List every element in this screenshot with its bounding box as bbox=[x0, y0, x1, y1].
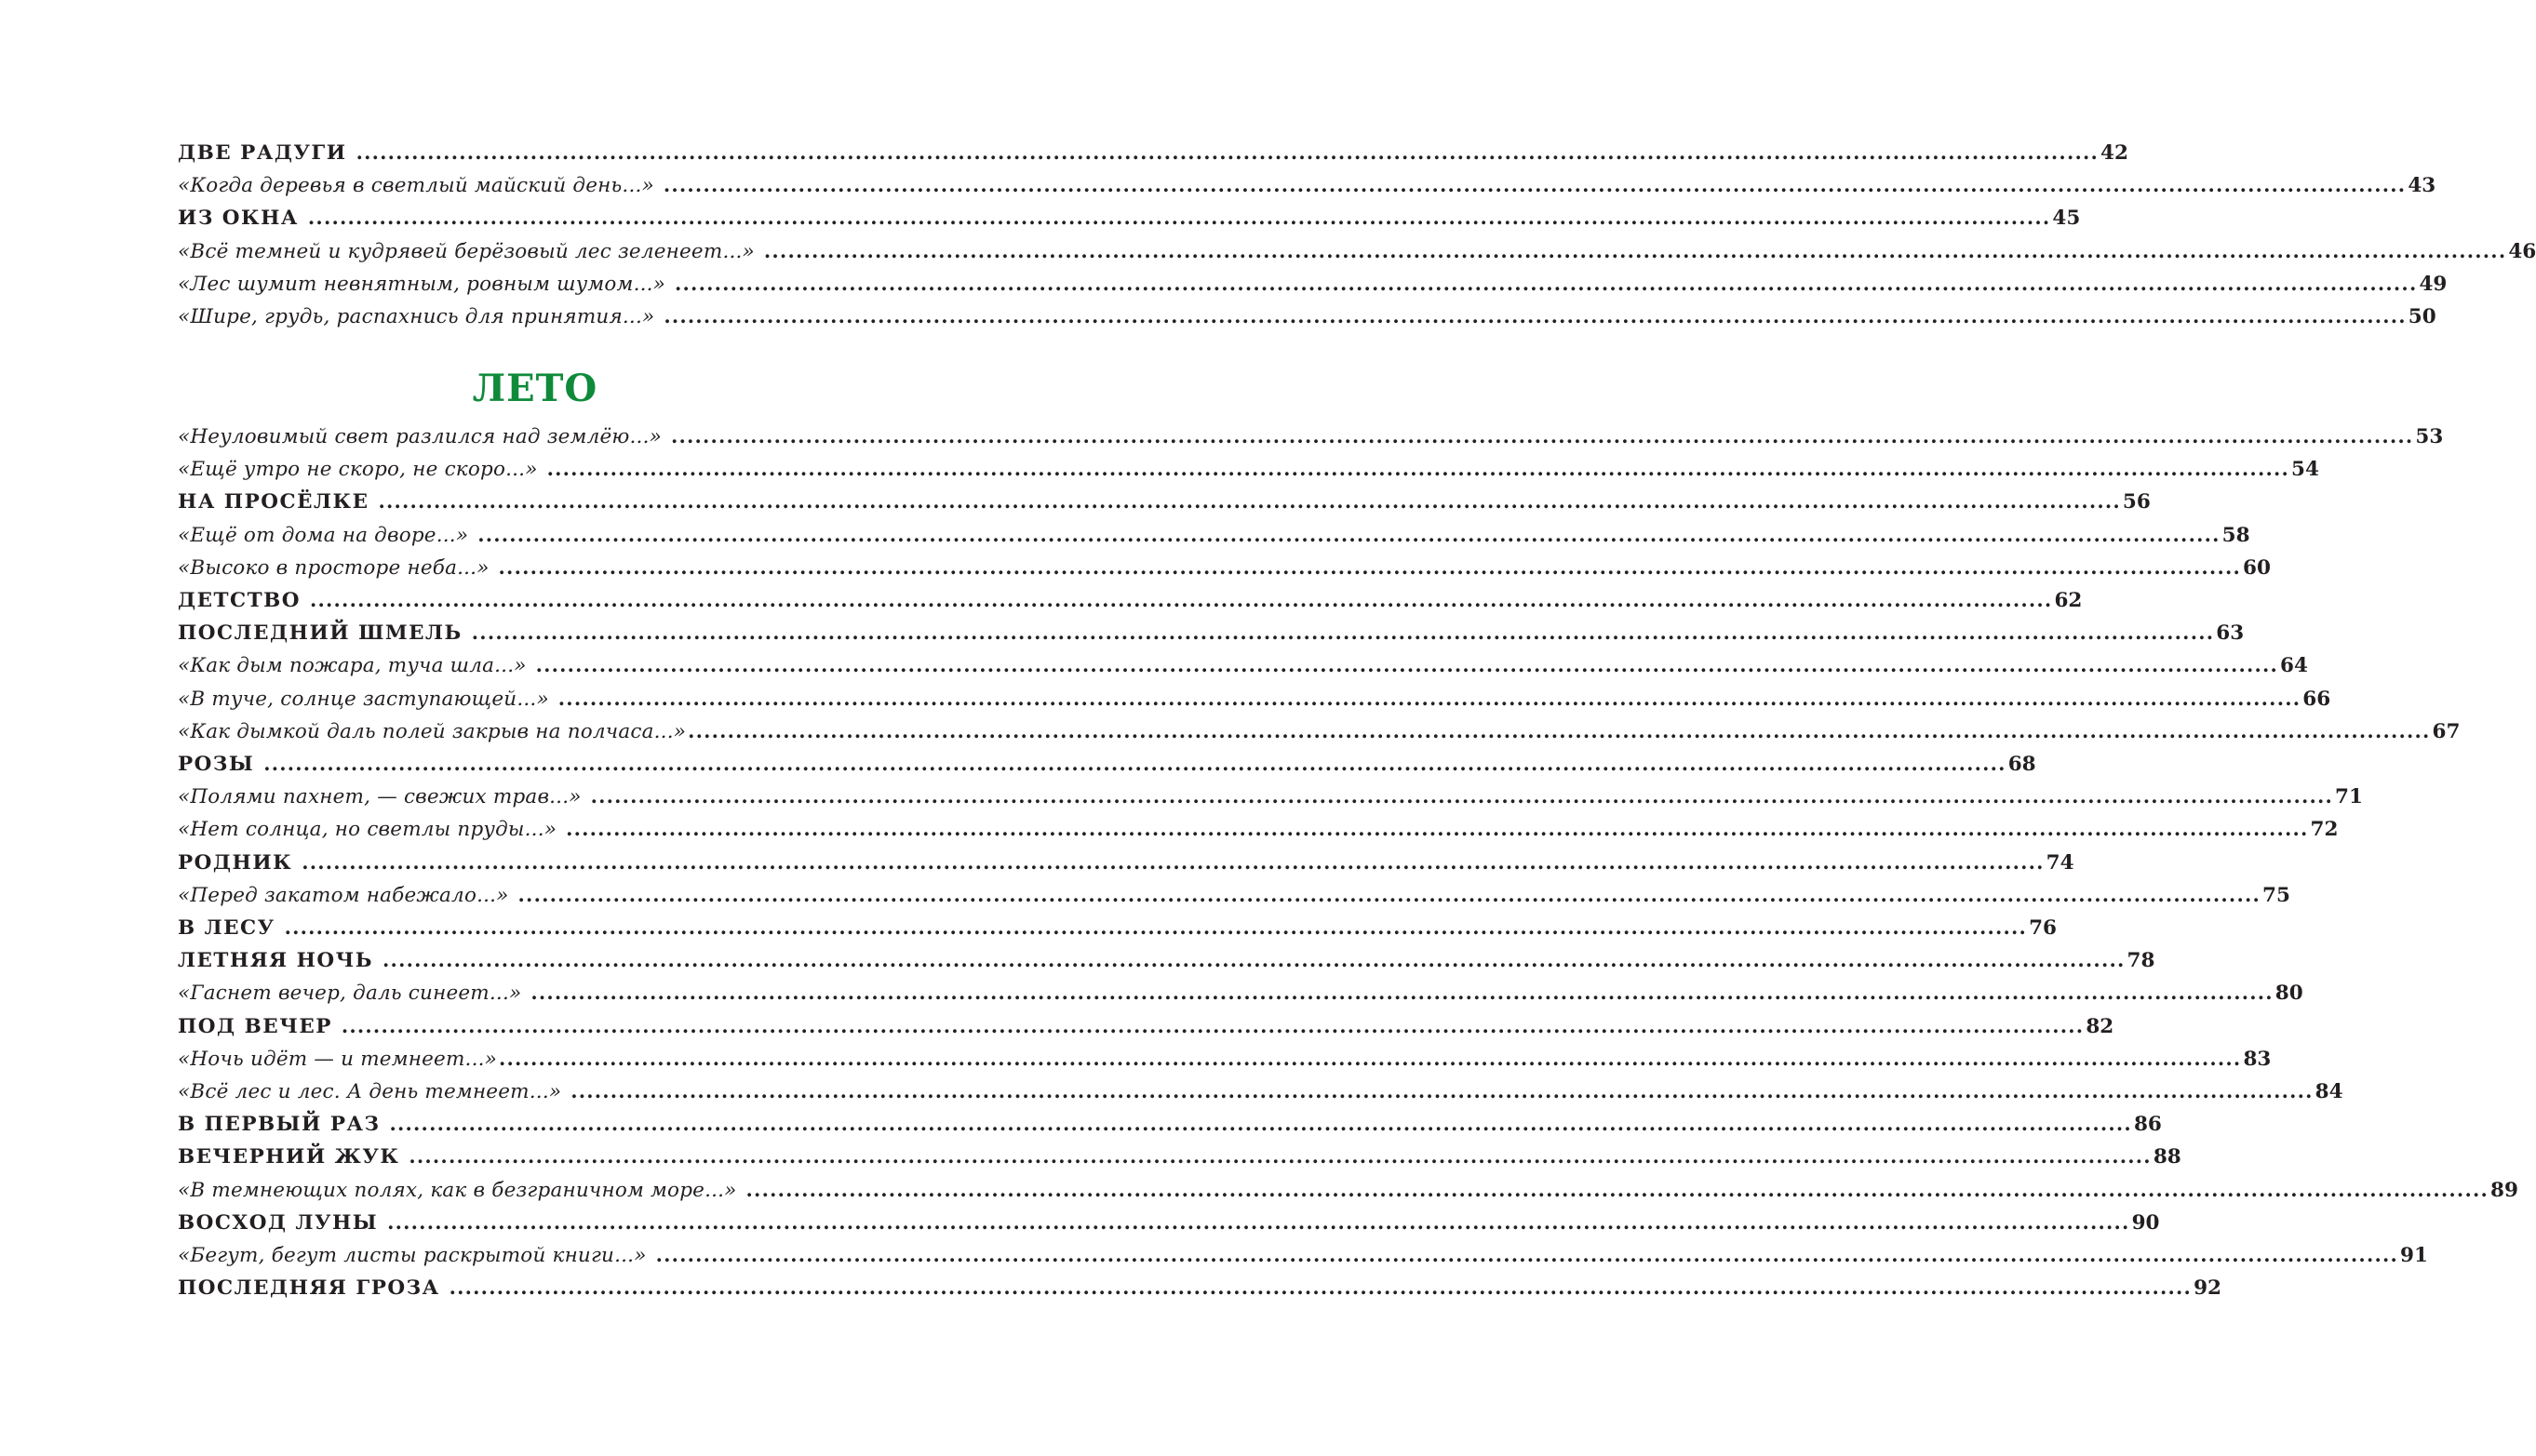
toc-entry[interactable] bbox=[178, 1013, 2114, 1047]
toc-entry[interactable] bbox=[178, 1079, 2343, 1112]
dot-leader: ............................................................................................................................................................................................................................ bbox=[688, 718, 2431, 742]
toc-entry-page: 42 bbox=[2100, 141, 2128, 165]
toc-entry[interactable] bbox=[178, 653, 2308, 686]
toc-entry-page: 83 bbox=[2243, 1047, 2272, 1071]
toc-entry-title: «Полями пахнет, — свежих трав...» bbox=[178, 785, 582, 809]
toc-entry-title: В ЛЕСУ bbox=[178, 916, 275, 940]
toc-entry-page: 88 bbox=[2153, 1145, 2181, 1169]
toc-entry-title: ВЕЧЕРНИЙ ЖУК bbox=[178, 1145, 400, 1169]
dot-leader: ............................................................................................................................................................................................................................ bbox=[763, 238, 2507, 262]
toc-entry-page: 56 bbox=[2122, 490, 2151, 514]
toc-entry-title: ЛЕТНЯЯ НОЧЬ bbox=[178, 949, 374, 973]
toc-entry-page: 68 bbox=[2007, 753, 2036, 776]
toc-entry[interactable] bbox=[178, 522, 2250, 555]
toc-entry-title: «Ещё утро не скоро, не скоро...» bbox=[178, 458, 538, 482]
dot-leader: ............................................................................................................................................................................................................................ bbox=[570, 1079, 2314, 1102]
dot-leader: ............................................................................................................................................................................................................................ bbox=[566, 817, 2309, 841]
dot-leader: ............................................................................................................................................................................................................................ bbox=[535, 653, 2279, 677]
toc-entry-title: ПОСЛЕДНИЙ ШМЕЛЬ bbox=[178, 621, 463, 646]
dot-leader: ............................................................................................................................................................................................................................ bbox=[590, 784, 2334, 808]
toc-entry-page: 43 bbox=[2408, 174, 2436, 198]
toc-entry-page: 71 bbox=[2335, 785, 2363, 809]
dot-leader: ............................................................................................................................................................................................................................ bbox=[302, 849, 2045, 874]
toc-entry[interactable] bbox=[178, 752, 2036, 784]
toc-entry[interactable] bbox=[178, 621, 2245, 653]
toc-entry-title: ДВЕ РАДУГИ bbox=[178, 141, 347, 165]
toc-entry-title: «Неуловимый свет разлился над землёю...» bbox=[178, 425, 662, 448]
dot-leader: ............................................................................................................................................................................................................................ bbox=[356, 140, 2099, 164]
toc-entry-page: 49 bbox=[2419, 272, 2448, 296]
dot-leader: ............................................................................................................................................................................................................................ bbox=[530, 981, 2274, 1005]
dot-leader: ............................................................................................................................................................................................................................ bbox=[310, 588, 2053, 611]
toc-entry[interactable] bbox=[178, 489, 2151, 522]
dot-leader: ............................................................................................................................................................................................................................ bbox=[284, 915, 2028, 939]
toc-entry[interactable] bbox=[178, 238, 2536, 272]
toc-entry-page: 80 bbox=[2274, 982, 2303, 1006]
toc-entry-title: «Лес шумит невнятным, ровным шумом...» bbox=[178, 272, 666, 296]
toc-entry-page: 64 bbox=[2280, 654, 2308, 678]
dot-leader: ............................................................................................................................................................................................................................ bbox=[449, 1276, 2193, 1300]
toc-entry[interactable] bbox=[178, 140, 2128, 173]
dot-leader: ............................................................................................................................................................................................................................ bbox=[664, 304, 2407, 327]
dot-leader: ............................................................................................................................................................................................................................ bbox=[557, 686, 2301, 710]
dot-leader: ............................................................................................................................................................................................................................ bbox=[675, 271, 2418, 295]
toc-entry-page: 46 bbox=[2508, 239, 2536, 263]
toc-entry[interactable] bbox=[178, 686, 2331, 719]
toc-entry-title: «Ночь идёт — и темнеет...» bbox=[178, 1047, 497, 1071]
toc-entry-page: 67 bbox=[2432, 719, 2461, 743]
toc-entry-title: В ПЕРВЫЙ РАЗ bbox=[178, 1113, 381, 1137]
toc-entry-title: «Как дым пожара, туча шла...» bbox=[178, 654, 527, 678]
toc-entry-page: 62 bbox=[2054, 589, 2083, 612]
toc-entry-page: 50 bbox=[2408, 305, 2436, 328]
toc-entry-title: «Нет солнца, но светлы пруды...» bbox=[178, 818, 557, 842]
toc-entry-title: «Высоко в просторе неба...» bbox=[178, 555, 490, 580]
toc-entry[interactable] bbox=[178, 424, 2444, 457]
toc-entry-page: 60 bbox=[2242, 555, 2271, 580]
dot-leader: ............................................................................................................................................................................................................................ bbox=[378, 489, 2121, 514]
toc-entry-title: ПОД ВЕЧЕР bbox=[178, 1014, 332, 1038]
toc-entry[interactable] bbox=[178, 1112, 2162, 1144]
dot-leader: ............................................................................................................................................................................................................................ bbox=[663, 173, 2407, 197]
dot-leader: ............................................................................................................................................................................................................................ bbox=[655, 1243, 2398, 1266]
toc-entry[interactable] bbox=[178, 1177, 2518, 1210]
toc-entry-page: 45 bbox=[2052, 207, 2081, 231]
toc-entry[interactable] bbox=[178, 849, 2074, 883]
toc-entry-title: «Гаснет вечер, даль синеет...» bbox=[178, 982, 522, 1006]
toc-entry-title: «Всё темней и кудрявей берёзовый лес зеленеет...» bbox=[178, 239, 755, 263]
toc-entry-page: 53 bbox=[2415, 425, 2444, 448]
toc-entry[interactable] bbox=[178, 948, 2155, 981]
dot-leader: ............................................................................................................................................................................................................................ bbox=[263, 752, 2006, 775]
toc-entry-title: РОЗЫ bbox=[178, 753, 255, 776]
toc-entry-page: 63 bbox=[2216, 621, 2245, 646]
toc-entry-title: НА ПРОСЁЛКЕ bbox=[178, 490, 369, 514]
toc-entry-page: 84 bbox=[2315, 1080, 2343, 1103]
toc-entry[interactable] bbox=[178, 588, 2083, 621]
dot-leader: ............................................................................................................................................................................................................................ bbox=[517, 882, 2261, 906]
toc-entry[interactable] bbox=[178, 173, 2436, 206]
toc-entry-title: «Перед закатом набежало...» bbox=[178, 883, 509, 907]
toc-entry-page: 74 bbox=[2046, 850, 2074, 875]
toc-entry[interactable] bbox=[178, 1046, 2272, 1079]
toc-entry-page: 92 bbox=[2194, 1276, 2221, 1301]
toc-entry-page: 86 bbox=[2133, 1113, 2162, 1137]
dot-leader: ............................................................................................................................................................................................................................ bbox=[387, 1209, 2130, 1234]
toc-entry[interactable] bbox=[178, 304, 2436, 337]
toc-entry[interactable] bbox=[178, 882, 2290, 915]
dot-leader: ............................................................................................................................................................................................................................ bbox=[670, 424, 2414, 447]
toc-entry[interactable] bbox=[178, 457, 2319, 489]
toc-entry[interactable] bbox=[178, 1243, 2428, 1276]
toc-entry-page: 76 bbox=[2029, 916, 2057, 940]
dot-leader: ............................................................................................................................................................................................................................ bbox=[382, 948, 2126, 972]
toc-entry-title: «Ещё от дома на дворе...» bbox=[178, 523, 469, 547]
dot-leader: ............................................................................................................................................................................................................................ bbox=[546, 457, 2289, 481]
toc-entry[interactable] bbox=[178, 1144, 2181, 1177]
toc-entry-page: 78 bbox=[2127, 949, 2155, 973]
toc-entry-title: ПОСЛЕДНЯЯ ГРОЗА bbox=[178, 1276, 440, 1301]
toc-entry-title: РОДНИК bbox=[178, 850, 293, 875]
toc-entry[interactable] bbox=[178, 1209, 2160, 1243]
toc-entry-title: «Как дымкой даль полей закрыв на полчаса...» bbox=[178, 719, 687, 743]
toc-entry-title: ИЗ ОКНА bbox=[178, 207, 299, 231]
toc-entry-title: «В туче, солнце заступающей...» bbox=[178, 687, 549, 711]
toc-entry[interactable] bbox=[178, 784, 2363, 817]
toc-entry-title: «В темнеющих полях, как в безграничном море...» bbox=[178, 1178, 737, 1202]
toc-entry-title: «Шире, грудь, распахнись для принятия...» bbox=[178, 305, 655, 328]
toc-entry-title: «Когда деревья в светлый майский день...» bbox=[178, 174, 654, 198]
dot-leader: ............................................................................................................................................................................................................................ bbox=[307, 206, 2051, 230]
toc-entry[interactable] bbox=[178, 817, 2339, 849]
toc-entry[interactable] bbox=[178, 554, 2271, 588]
toc-entry-title: ДЕТСТВО bbox=[178, 589, 302, 612]
toc-entry[interactable] bbox=[178, 271, 2448, 304]
dot-leader: ............................................................................................................................................................................................................................ bbox=[477, 522, 2221, 546]
section-heading-summer: ЛЕТО bbox=[472, 367, 598, 410]
toc-entry-page: 58 bbox=[2221, 523, 2250, 547]
toc-entry[interactable] bbox=[178, 718, 2461, 752]
toc-entry[interactable] bbox=[178, 981, 2303, 1013]
dot-leader: ............................................................................................................................................................................................................................ bbox=[471, 621, 2215, 645]
dot-leader: ............................................................................................................................................................................................................................ bbox=[745, 1177, 2489, 1201]
toc-entry-page: 66 bbox=[2302, 687, 2331, 711]
toc-entry-title: «Бегут, бегут листы раскрытой книги...» bbox=[178, 1244, 647, 1267]
toc-entry-page: 90 bbox=[2131, 1210, 2160, 1235]
toc-entry-page: 54 bbox=[2291, 458, 2319, 482]
toc-entry-page: 75 bbox=[2261, 883, 2290, 907]
dot-leader: ............................................................................................................................................................................................................................ bbox=[498, 554, 2241, 579]
dot-leader: ............................................................................................................................................................................................................................ bbox=[499, 1046, 2242, 1070]
toc-entry-page: 91 bbox=[2400, 1244, 2428, 1267]
dot-leader: ............................................................................................................................................................................................................................ bbox=[389, 1112, 2132, 1136]
toc-entry-page: 72 bbox=[2310, 818, 2339, 842]
toc-entry-page: 82 bbox=[2086, 1014, 2114, 1038]
toc-entry[interactable] bbox=[178, 1276, 2221, 1308]
toc-entry-title: «Всё лес и лес. А день темнеет...» bbox=[178, 1080, 562, 1103]
toc-entry[interactable] bbox=[178, 915, 2057, 948]
toc-entry-page: 89 bbox=[2489, 1178, 2518, 1202]
toc-entry[interactable] bbox=[178, 206, 2081, 238]
dot-leader: ............................................................................................................................................................................................................................ bbox=[409, 1144, 2152, 1169]
toc-entry-title: ВОСХОД ЛУНЫ bbox=[178, 1210, 379, 1235]
dot-leader: ............................................................................................................................................................................................................................ bbox=[341, 1013, 2085, 1037]
